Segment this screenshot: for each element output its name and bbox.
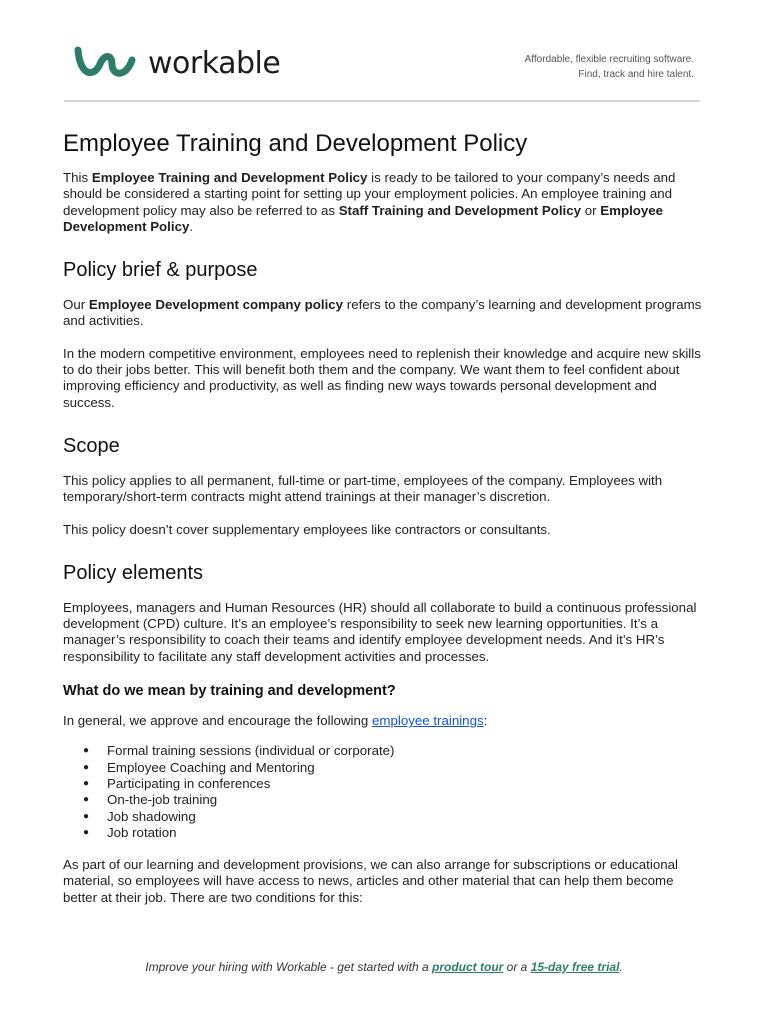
free-trial-link[interactable]: 15-day free trial <box>530 960 620 974</box>
workable-logo[interactable] <box>72 44 280 84</box>
list-item: ● Job shadowing <box>63 809 703 825</box>
intro-paragraph: This Employee Training and Development Policy is ready to be tailored to your company’s needs and should be considered a starting point for setting up your employment policies. An employee training and development policy may also be referred to as Staff Training and Development Policy or Employee Development Policy. <box>63 170 676 234</box>
tagline-line-1: Affordable, flexible recruiting software. <box>524 54 694 65</box>
tagline <box>525 52 694 82</box>
scope-paragraph-1: This policy applies to all permanent, full-time or part-time, employees of the company. Employees with temporary/short-term contracts might attend trainings at their manager’s discretion. <box>63 472 663 505</box>
list-item: ● Participating in conferences <box>63 776 703 792</box>
page-title: Employee Training and Development Policy <box>63 130 528 157</box>
document-body <box>63 128 703 922</box>
elements-paragraph-2: In general, we approve and encourage the following employee trainings: <box>63 713 488 729</box>
tagline-line-2: Find, track and hire talent. <box>578 69 694 80</box>
training-types-list <box>63 743 703 841</box>
section-heading-scope: Scope <box>63 434 120 457</box>
page-header <box>64 44 700 88</box>
brief-paragraph-1: Our Employee Development company policy refers to the company’s learning and development programs and activities. <box>63 297 702 329</box>
elements-paragraph-3: As part of our learning and development provisions, we can also arrange for subscriptions or educational material, so employees will have access to news, articles and other material that can help them become better at their job. There are two conditions for this: <box>63 857 678 905</box>
product-tour-link[interactable]: product tour <box>432 960 504 974</box>
employee-trainings-link[interactable]: employee trainings <box>372 713 484 729</box>
section-heading-policy-elements: Policy elements <box>63 561 204 584</box>
brief-paragraph-2: In the modern competitive environment, employees need to replenish their knowledge and acquire new skills to do their jobs better. This will benefit both them and the company. We want them to feel confident about improving efficiency and productivity, as well as finding new ways towards personal development and success. <box>63 345 701 410</box>
page-footer: Improve your hiring with Workable - get started with a product tour or a 15-day free trial. <box>145 960 623 974</box>
logo-text: workable <box>148 46 281 81</box>
section-heading-policy-brief: Policy brief & purpose <box>63 259 258 282</box>
workable-w-icon <box>72 46 138 82</box>
subheading-training-definition: What do we mean by training and development? <box>63 683 396 700</box>
scope-paragraph-2: This policy doesn’t cover supplementary employees like contractors or consultants. <box>63 521 551 537</box>
list-item: ● Job rotation <box>63 825 703 841</box>
list-item: ● Employee Coaching and Mentoring <box>63 760 703 776</box>
list-item: ● On-the-job training <box>63 792 703 808</box>
elements-paragraph-1: Employees, managers and Human Resources (HR) should all collaborate to build a continuous professional development (CPD) culture. It’s an employee’s responsibility to seek new learning opportunities. It’s a manager’s responsibility to coach their teams and identify employee development needs. And it’s HR’s responsibility to facilitate any staff development activities and processes. <box>63 599 697 664</box>
header-divider <box>64 100 700 102</box>
list-item: ● Formal training sessions (individual or corporate) <box>63 743 703 759</box>
